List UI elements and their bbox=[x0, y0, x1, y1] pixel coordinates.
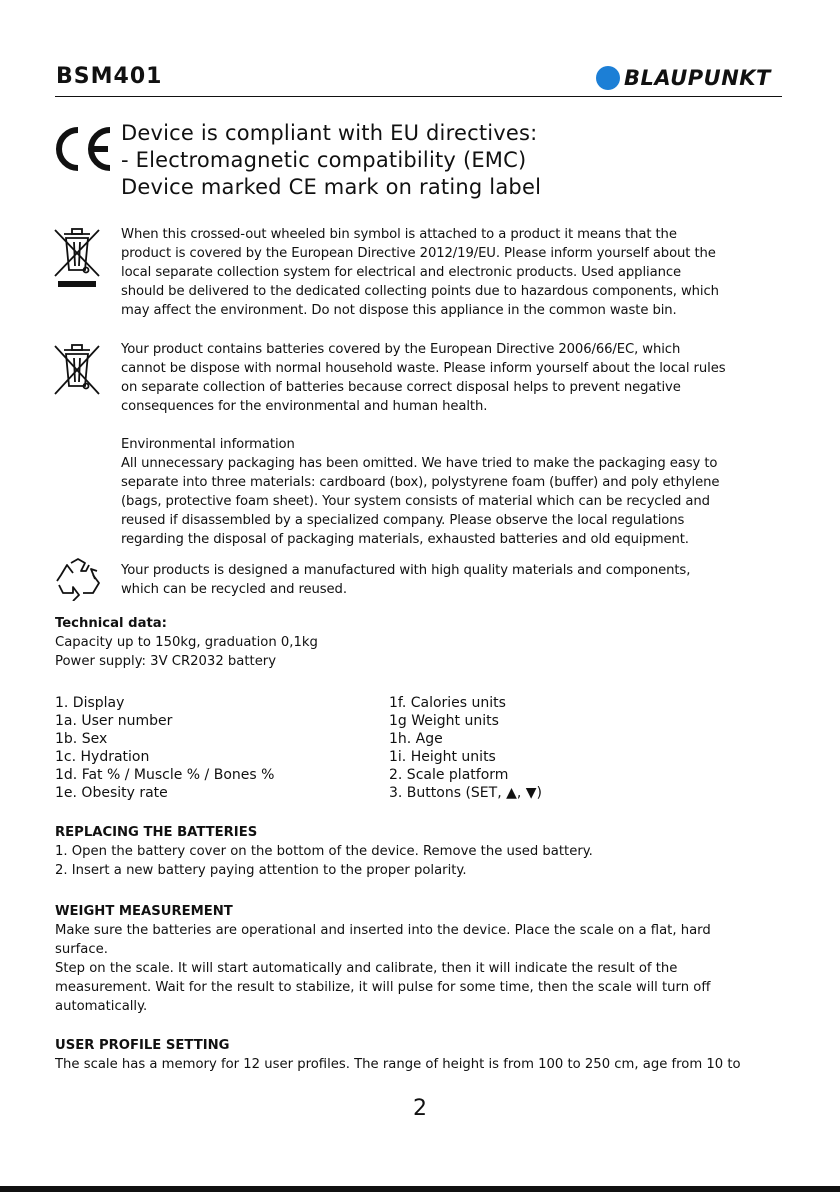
page-bottom-bar bbox=[0, 1186, 840, 1192]
section-line: Step on the scale. It will start automatically and calibrate, then it will indicate the result of the bbox=[55, 961, 678, 976]
technical-line: Capacity up to 150kg, graduation 0,1kg bbox=[55, 635, 318, 650]
paragraph-line: reused if disassembled by a specialized company. Please observe the local regulations bbox=[121, 513, 685, 528]
battery-paragraph bbox=[121, 340, 725, 416]
section-line: surface. bbox=[55, 942, 108, 957]
environment-paragraph bbox=[121, 435, 719, 549]
paragraph-line: Your product contains batteries covered by the European Directive 2006/66/EC, which bbox=[121, 342, 681, 357]
part-item: 1h. Age bbox=[389, 731, 443, 747]
paragraph-line: which can be recycled and reused. bbox=[121, 582, 347, 597]
paragraph-line: All unnecessary packaging has been omitted. We have tried to make the packaging easy to bbox=[121, 456, 718, 471]
paragraph-line: Environmental information bbox=[121, 437, 295, 452]
brand-name: BLAUPUNKT bbox=[624, 66, 771, 90]
section-line: The scale has a memory for 12 user profiles. The range of height is from 100 to 250 cm, age from 10 to bbox=[55, 1057, 741, 1072]
section-weight-measurement bbox=[55, 902, 785, 1016]
parts-list-right bbox=[389, 694, 542, 802]
paragraph-line: consequences for the environmental and human health. bbox=[121, 399, 488, 414]
ce-mark-icon bbox=[52, 124, 116, 174]
section-heading: WEIGHT MEASUREMENT bbox=[55, 904, 233, 919]
paragraph-line: When this crossed-out wheeled bin symbol is attached to a product it means that the bbox=[121, 227, 677, 242]
paragraph-line: local separate collection system for electrical and electronic products. Used appliance bbox=[121, 265, 681, 280]
section-user-profile-setting bbox=[55, 1036, 785, 1074]
section-line: automatically. bbox=[55, 999, 148, 1014]
technical-data bbox=[55, 614, 318, 671]
part-item: 1. Display bbox=[55, 695, 125, 711]
page-number: 2 bbox=[413, 1096, 427, 1121]
section-line: measurement. Wait for the result to stabilize, it will pulse for some time, then the scale will turn off bbox=[55, 980, 711, 995]
ce-line: - Electromagnetic compatibility (EMC) bbox=[121, 148, 527, 172]
section-heading: USER PROFILE SETTING bbox=[55, 1038, 230, 1053]
part-item: 3. Buttons (SET, ▲, ▼) bbox=[389, 785, 542, 801]
paragraph-line: (bags, protective foam sheet). Your system consists of material which can be recycled and bbox=[121, 494, 710, 509]
part-item: 1g Weight units bbox=[389, 713, 499, 729]
paragraph-line: product is covered by the European Directive 2012/19/EU. Please inform yourself about the bbox=[121, 246, 716, 261]
technical-line: Power supply: 3V CR2032 battery bbox=[55, 654, 277, 669]
header-divider bbox=[55, 96, 782, 97]
part-item: 1b. Sex bbox=[55, 731, 108, 747]
weee-paragraph bbox=[121, 225, 719, 320]
section-line: 2. Insert a new battery paying attention to the proper polarity. bbox=[55, 863, 467, 878]
part-item: 2. Scale platform bbox=[389, 767, 509, 783]
ce-line: Device is compliant with EU directives: bbox=[121, 121, 538, 145]
paragraph-line: should be delivered to the dedicated collecting points due to hazardous components, which bbox=[121, 284, 719, 299]
section-line: Make sure the batteries are operational and inserted into the device. Place the scale on a flat, hard bbox=[55, 923, 711, 938]
recycle-icon bbox=[53, 557, 103, 601]
part-item: 1i. Height units bbox=[389, 749, 496, 765]
paragraph-line: cannot be dispose with normal household waste. Please inform yourself about the local rules bbox=[121, 361, 726, 376]
section-line: 1. Open the battery cover on the bottom of the device. Remove the used battery. bbox=[55, 844, 593, 859]
paragraph-line: Your products is designed a manufactured with high quality materials and components, bbox=[121, 563, 691, 578]
ce-compliance-text bbox=[121, 120, 541, 201]
ce-line: Device marked CE mark on rating label bbox=[121, 175, 542, 199]
part-item: 1f. Calories units bbox=[389, 695, 506, 711]
paragraph-line: separate into three materials: cardboard (box), polystyrene foam (buffer) and poly ethylene bbox=[121, 475, 720, 490]
part-item: 1a. User number bbox=[55, 713, 173, 729]
brand-logo bbox=[596, 66, 771, 90]
part-item: 1e. Obesity rate bbox=[55, 785, 168, 801]
part-item: 1d. Fat % / Muscle % / Bones % bbox=[55, 767, 275, 783]
battery-bin-icon bbox=[52, 342, 102, 396]
section-heading: REPLACING THE BATTERIES bbox=[55, 825, 258, 840]
part-item: 1c. Hydration bbox=[55, 749, 150, 765]
section-replacing-batteries bbox=[55, 823, 785, 880]
weee-bin-icon bbox=[52, 226, 102, 288]
parts-list-left bbox=[55, 694, 274, 802]
technical-data-title: Technical data: bbox=[55, 616, 167, 631]
paragraph-line: regarding the disposal of packaging materials, exhausted batteries and old equipment. bbox=[121, 532, 689, 547]
paragraph-line: on separate collection of batteries because correct disposal helps to prevent negative bbox=[121, 380, 681, 395]
model-number: BSM401 bbox=[56, 64, 163, 89]
paragraph-line: may affect the environment. Do not dispose this appliance in the common waste bin. bbox=[121, 303, 677, 318]
recycle-paragraph bbox=[121, 561, 690, 599]
brand-dot-icon bbox=[596, 66, 620, 90]
